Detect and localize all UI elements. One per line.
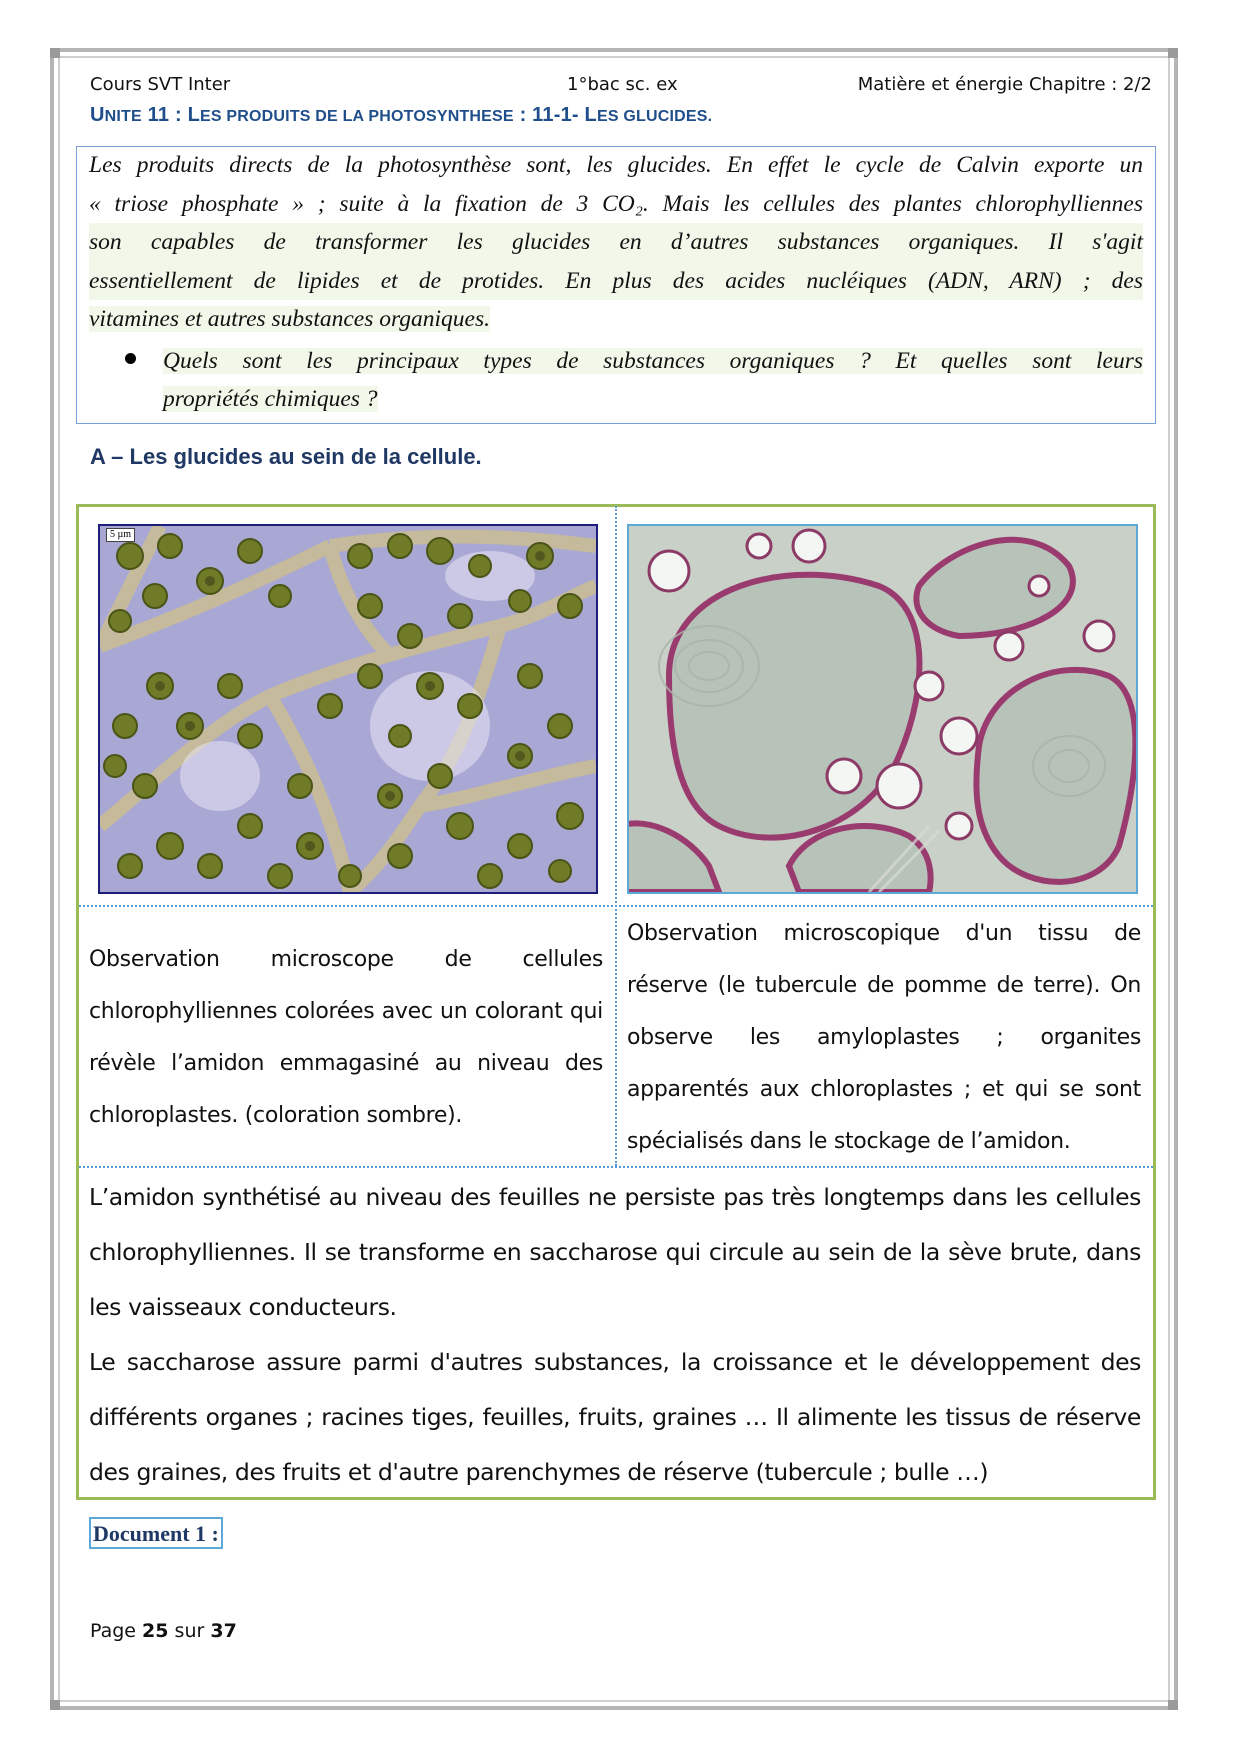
bullet-icon	[125, 353, 136, 364]
intro-paragraph: Les produits directs de la photosynthèse sont, les glucides. En effet le cycle de Calvin exporte un « triose phosphate » ; suite à la fixation de 3 CO₂. Mais les cellules des plantes chlorophylliennes son capables de transformer les glucides en d’autres substances organiques. Il s'agit essentiellement de lipides et de protides. En plus des acides nucléiques (ADN, ARN) ; des vitamines et autres substances organiques.	[89, 152, 1143, 332]
document-body	[89, 1170, 1141, 1500]
frame-corner	[50, 48, 60, 58]
frame-corner	[50, 1700, 60, 1710]
frame-corner	[1168, 48, 1178, 58]
table-row-divider	[79, 905, 1153, 907]
table-column-divider	[615, 506, 617, 1166]
frame-corner	[1168, 1700, 1178, 1710]
page-footer: Page 25 sur 37	[90, 1620, 237, 1642]
caption-potato-tissue: Observation microscopique d'un tissu de réserve (le tubercule de pomme de terre). On observe les amyloplastes ; organites apparentés aux chloroplastes ; et qui se sont spécialisés dans le stockage de l’amidon.	[627, 921, 1141, 1154]
page-total: 37	[210, 1620, 237, 1642]
header-level: 1°bac sc. ex	[567, 74, 678, 95]
scale-bar-label: 5 µm	[106, 528, 135, 542]
micrograph-potato-amyloplasts	[627, 524, 1138, 894]
intro-question: Quels sont les principaux types de substances organiques ? Et quelles sont leurs propriétés chimiques ?	[163, 348, 1143, 412]
micrograph-chlorophyll-cells	[98, 524, 598, 894]
section-heading: A – Les glucides au sein de la cellule.	[90, 444, 482, 469]
unit-title: UNITE 11 : LES PRODUITS DE LA PHOTOSYNTHESE : 11-1- LES GLUCIDES.	[90, 104, 713, 126]
page-number: 25	[142, 1620, 169, 1642]
body-paragraph: L’amidon synthétisé au niveau des feuilles ne persiste pas très longtemps dans les cellules chlorophylliennes. Il se transforme en saccharose qui circule au sein de la sève brute, dans les vaisseaux conducteurs.	[89, 1183, 1141, 1321]
header-chapter: Matière et énergie Chapitre : 2/2	[857, 74, 1152, 95]
header-course: Cours SVT Inter	[90, 74, 231, 95]
caption-chlorophyll-cells: Observation microscope de cellules chlorophylliennes colorées avec un colorant qui révèle l’amidon emmagasiné au niveau des chloroplastes. (coloration sombre).	[89, 947, 603, 1128]
document-label: Document 1 :	[89, 1517, 223, 1549]
page-header	[90, 74, 1152, 102]
body-paragraph: Le saccharose assure parmi d'autres substances, la croissance et le développement des différents organes ; racines tiges, feuilles, fruits, graines … Il alimente les tissus de réserve des graines, des fruits et d'autre parenchymes de réserve (tubercule ; bulle …)	[89, 1348, 1141, 1486]
